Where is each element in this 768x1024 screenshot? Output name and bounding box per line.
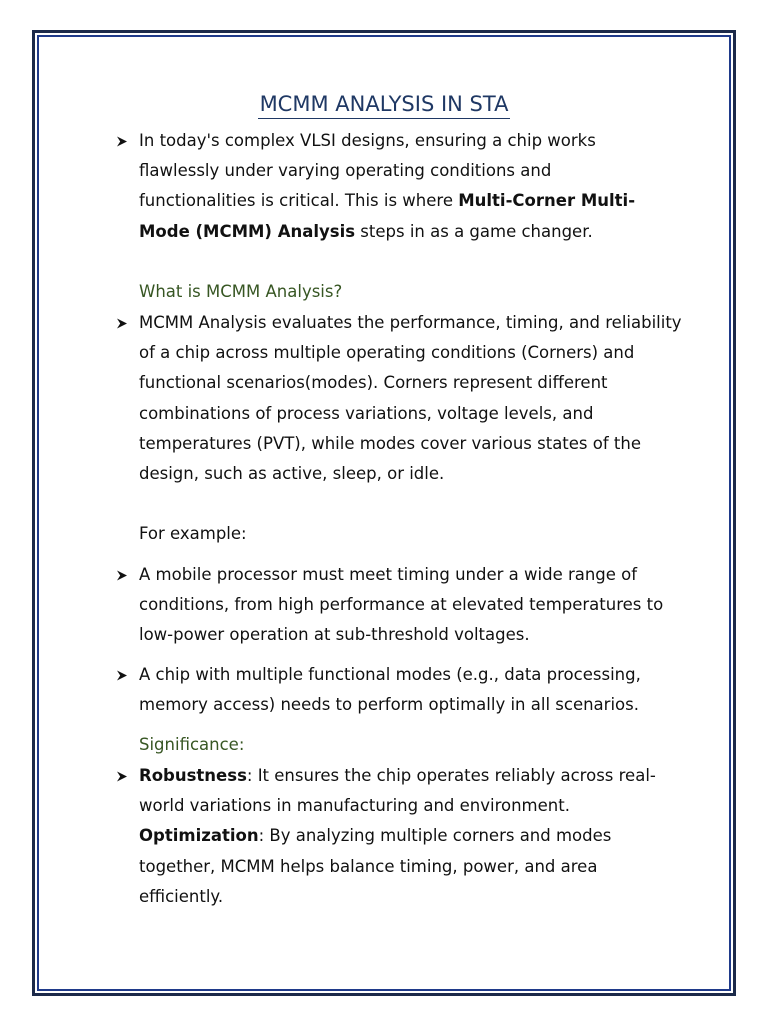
what-is-heading: What is MCMM Analysis? (139, 282, 343, 301)
example-label: For example: (139, 524, 247, 543)
document-title (0, 89, 768, 119)
significance-heading: Significance: (139, 735, 245, 754)
arrowhead-bullet-icon (114, 308, 132, 338)
arrowhead-bullet-icon (114, 660, 132, 690)
intro-text-end: steps in as a game changer. (355, 221, 593, 241)
robustness-label: Robustness (139, 766, 247, 785)
arrowhead-bullet-icon (114, 126, 132, 156)
example-item: A mobile processor must meet timing under a wide range of conditions, from high performance at elevated temperatures to low-power operation at sub-threshold voltages. (139, 565, 664, 645)
example-item: A chip with multiple functional modes (e.g., data processing, memory access) needs to perform optimally in all scenarios. (139, 665, 641, 715)
robustness-text: : It ensures the chip operates reliably across real-world variations in manufacturing and environment. (139, 766, 656, 816)
intro-text: In today's complex VLSI designs, ensuring a chip works flawlessly under varying operating conditions and functionalities is critical. This is where (139, 131, 596, 211)
title-text: MCMM ANALYSIS IN STA (258, 90, 511, 119)
what-is-paragraph: MCMM Analysis evaluates the performance, timing, and reliability of a chip across multiple operating conditions (Corners) and functional scenarios(modes). Corners represent different combinations of process variations, voltage levels, and temperatures (PVT), while modes cover various states of the design, such as active, sleep, or idle. (139, 313, 682, 484)
optimization-label: Optimization (139, 826, 259, 846)
arrowhead-bullet-icon (114, 761, 132, 791)
significance-paragraph (139, 761, 659, 912)
arrowhead-bullet-icon (114, 560, 132, 590)
optimization-text: : By analyzing multiple corners and modes together, MCMM helps balance timing, power, and area efficiently. (139, 826, 612, 906)
intro-bold-term: Multi-Corner Multi-Mode (MCMM) Analysis (139, 191, 636, 241)
intro-paragraph (139, 126, 659, 247)
